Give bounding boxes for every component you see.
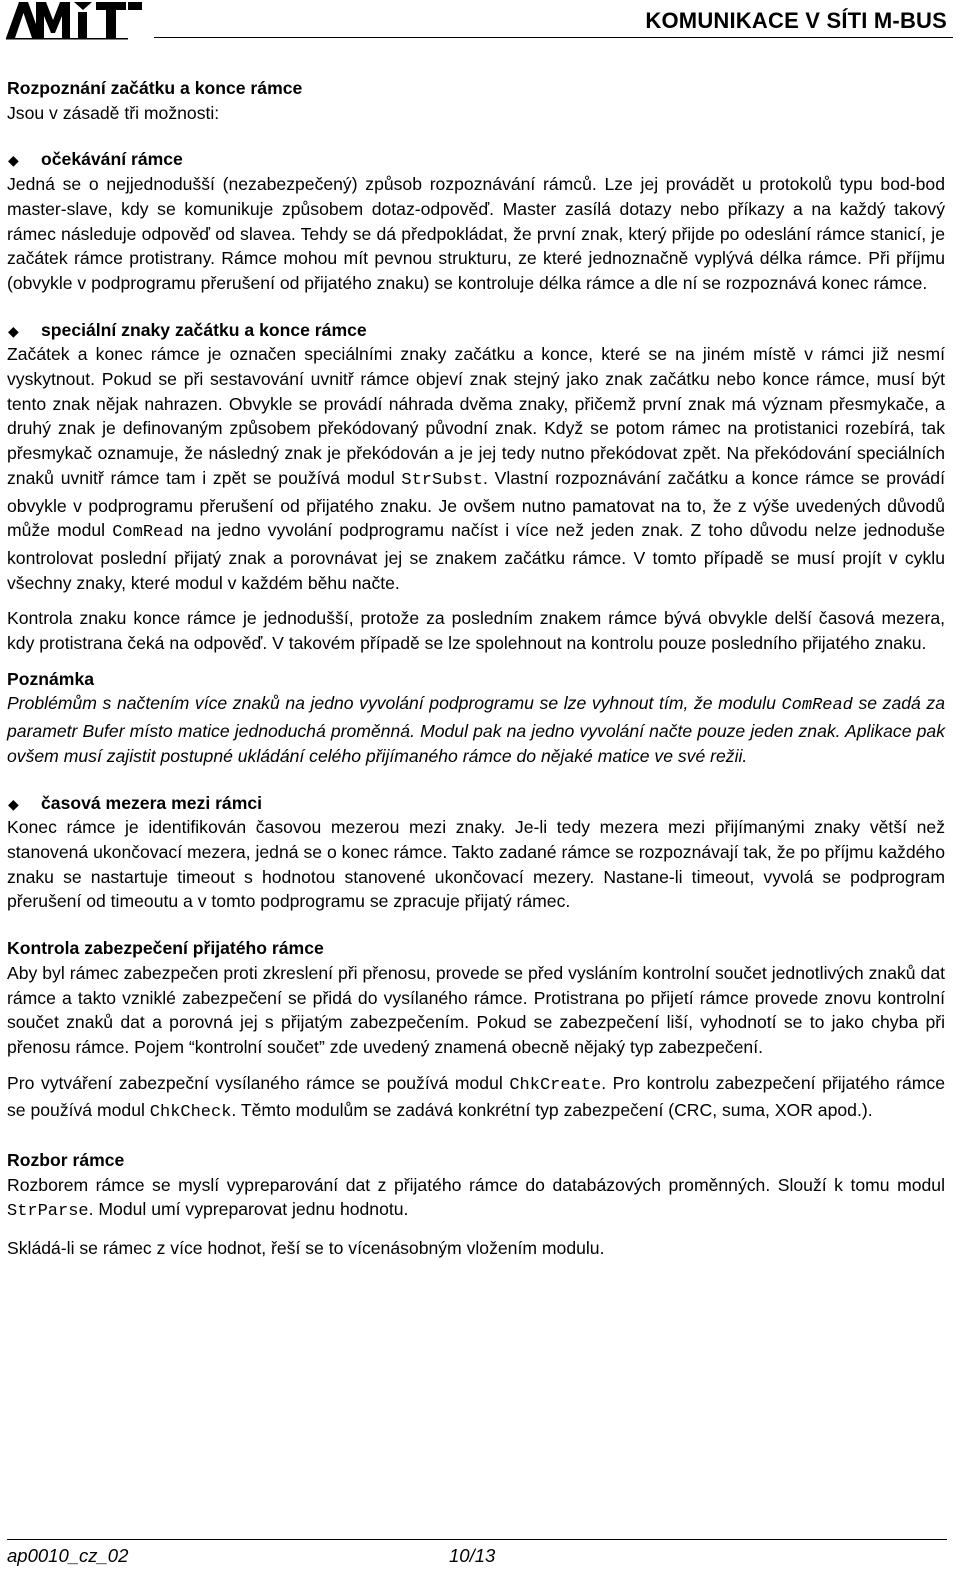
header-rule <box>154 37 953 38</box>
section-heading-frame-detection: Rozpoznání začátku a konce rámce <box>7 78 303 98</box>
module-name-code: StrParse <box>7 1202 89 1222</box>
header-title: KOMUNIKACE V SÍTI M-BUS <box>645 8 947 33</box>
module-name-code: ChkCheck <box>149 1103 232 1123</box>
section-heading-frame-parsing: Rozbor rámce <box>7 1150 125 1171</box>
page-content <box>7 76 945 1261</box>
bullet-heading-time-gap <box>7 791 945 816</box>
bullet-heading-special-chars <box>7 318 945 343</box>
footer-page-number: 10/13 <box>449 1545 496 1566</box>
paragraph-time-gap: Konec rámce je identifikován časovou mezerou mezi znaky. Je-li tedy mezera mezi přijímanými znaky větší než stanovená ukončovací mezera, jedná se o konec rámce. Takto zadané rámce se rozpoznávají tak, že po příjmu každého znaku se nastartuje timeout s hodnotou stanovené ukončovací mezery. Nastane-li timeout, vyvolá se podprogram přerušení od timeoutu a v tomto podprogramu se zpracuje přijatý rámec. <box>7 817 945 912</box>
section-intro: Jsou v zásadě tři možnosti: <box>7 102 220 123</box>
bullet-title: očekávání rámce <box>41 149 183 170</box>
text-segment: na jedno vyvolání podprogramu načíst i více než jeden znak. Z toho důvodu nelze jednoduše kontrolovat poslední přijatý znak a porovnávat jej se znakem začátku rámce. V tomto případě se musí projít v cyklu všechny znaky, které modul v každém běhu načte. <box>7 520 946 593</box>
paragraph-awaiting-frame: Jedná se o nejjednodušší (nezabezpečený) způsob rozpoznávání rámců. Lze jej provádět u protokolů typu bod-bod master-slave, kdy se komunikuje způsobem dotaz-odpověď. Master zasílá dotazy nebo příkazy a na každý takový rámec následuje odpověď od slavea. Tehdy se dá předpokládat, že první znak, který přijde po odeslání rámce stanicí, je začátek rámce protistrany. Rámce mohou mít pevnou strukturu, ze které jednoznačně vyplývá délka rámce. Při příjmu (obvykle v podprogramu přerušení od přijatého znaku) se kontroluje délka rámce a dle ní se rozpoznává konec rámce. <box>7 174 945 293</box>
module-name-code: ComRead <box>781 696 853 716</box>
amit-logo <box>6 0 146 40</box>
paragraph-frame-parsing <box>7 1173 945 1225</box>
text-segment: se zadá za parametr Bufer místo matice jednoduchá proměnná. Modul pak na jedno vyvolání načte pouze jeden znak. Aplikace pak ovšem musí zajistit postupné ukládání celého přijímaného rámce do nějaké matice ve své režii. <box>7 693 946 766</box>
paragraph-checksum-modules <box>7 1071 945 1126</box>
footer-document-id: ap0010_cz_02 <box>7 1545 129 1566</box>
text-segment: . Pro kontrolu zabezpečení přijatého rámce se používá modul <box>7 1072 945 1121</box>
diamond-bullet-icon: ◆ <box>8 152 19 169</box>
text-segment: Začátek a konec rámce je označen speciálními znaky začátku a konce, které se na jiném místě v rámci již nesmí vyskytnout. Pokud se při sestavování uvnitř rámce objeví znak stejný jako znak začátku nebo konce rámce, musí být tento znak nějak nahrazen. Obvykle se provádí náhrada dvěma znaky, přičemž první znak má význam přesmykače, a druhý znak je definovaným způsobem překódovaný původní znak. Když se potom rámec na protistanici rozebírá, tak přesmykač oznamuje, že následný znak je překódován a je jej tedy nutno překódovat zpět. Na překódování speciálních znaků uvnitř rámce tam i zpět se používá modul <box>7 344 945 488</box>
note-heading: Poznámka <box>7 668 95 689</box>
module-name-code: ChkCreate <box>509 1075 602 1095</box>
note-paragraph <box>7 691 945 768</box>
text-segment: Problémům s načtením více znaků na jedno vyvolání podprogramu se lze vyhnout tím, že modulu <box>7 693 782 714</box>
diamond-bullet-icon: ◆ <box>8 795 19 812</box>
page-header <box>6 0 953 42</box>
bullet-title: speciální znaky začátku a konce rámce <box>41 319 367 340</box>
bullet-heading-awaiting-frame <box>7 147 945 172</box>
diamond-bullet-icon: ◆ <box>8 322 19 339</box>
text-segment: . Těmto modulům se zadává konkrétní typ zabezpečení (CRC, suma, XOR apod.). <box>231 1100 873 1121</box>
module-name-code: StrSubst <box>401 470 484 490</box>
text-segment: . Vlastní rozpoznávání začátku a konce rámce se provádí obvykle v podprogramu přerušení od přijatého znaku. Je ovšem nutno pamatovat na to, že z výše uvedených důvodů může modul <box>7 467 945 541</box>
bullet-title: časová mezera mezi rámci <box>41 792 263 813</box>
module-name-code: ComRead <box>112 523 184 543</box>
section-heading-frame-security: Kontrola zabezpečení přijatého rámce <box>7 938 324 959</box>
paragraph-end-of-frame-check: Kontrola znaku konce rámce je jednodušší, protože za posledním znakem rámce bývá obvykle delší časová mezera, kdy protistrana čeká na odpověď. V takovém případě se lze spolehnout na kontrolu pouze posledního přijatého znaku. <box>7 608 945 654</box>
paragraph-special-chars <box>7 342 945 595</box>
text-segment: Rozborem rámce se myslí vypreparování dat z přijatého rámce do databázových proměnných. Slouží k tomu modul <box>7 1174 945 1195</box>
paragraph-frame-security: Aby byl rámec zabezpečen proti zkreslení při přenosu, provede se před vysláním kontrolní součet jednotlivých znaků dat rámce a takto vzniklé zabezpečení se přidá do vysílaného rámce. Protistrana po přijetí rámce provede znovu kontrolní součet znaků dat a porovná jej s přijatým zabezpečením. Pokud se zabezpečení liší, vyhodnotí se to jako chyba při přenosu rámce. Pojem “kontrolní součet” zde uvedený znamená obecně nějaký typ zabezpečení. <box>7 962 945 1057</box>
text-segment: Pro vytváření zabezpeční vysílaného rámce se používá modul <box>7 1072 510 1093</box>
footer-rule <box>7 1539 947 1540</box>
paragraph-multiple-values: Skládá-li se rámec z více hodnot, řeší se to vícenásobným vložením modulu. <box>7 1238 605 1259</box>
text-segment: . Modul umí vypreparovat jednu hodnotu. <box>88 1199 409 1220</box>
amit-logo-mark <box>6 0 144 40</box>
